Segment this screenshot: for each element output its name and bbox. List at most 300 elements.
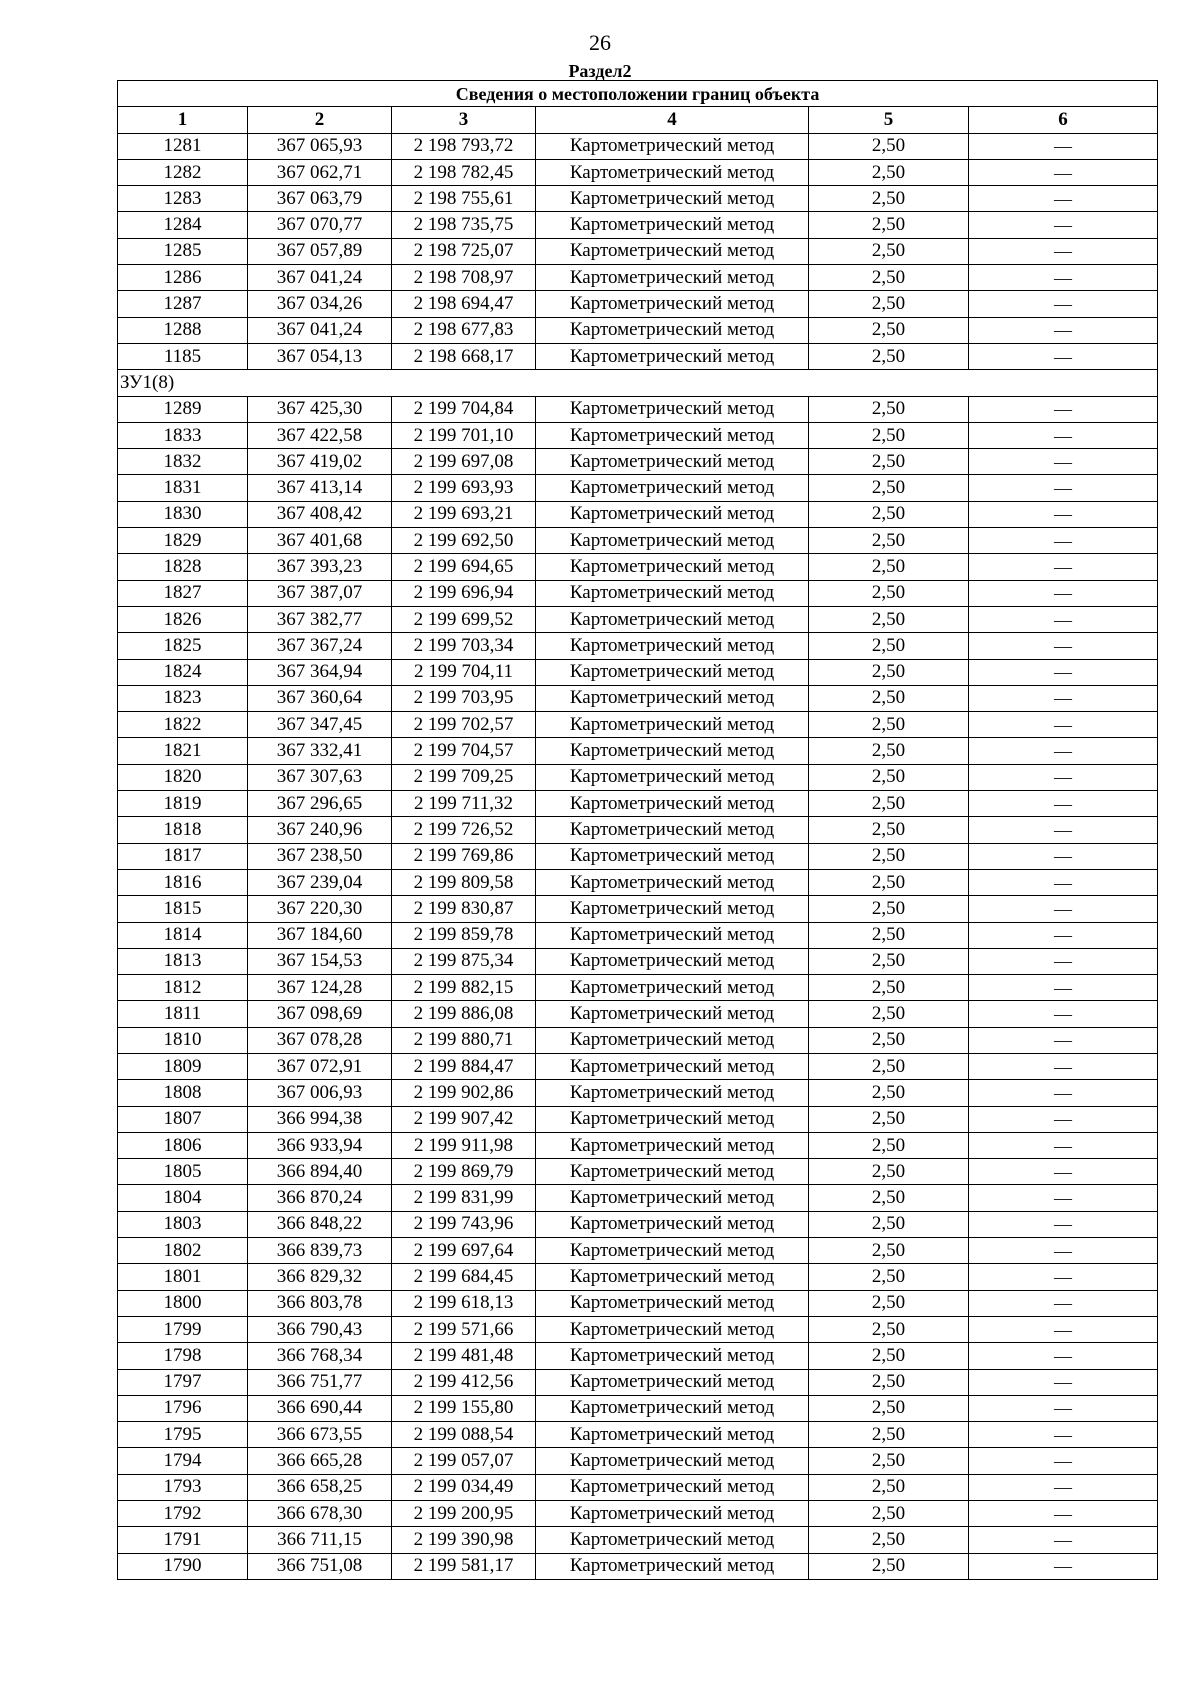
table-cell: —	[969, 1185, 1158, 1211]
table-cell: 1281	[118, 133, 248, 159]
table-cell: —	[969, 1001, 1158, 1027]
table-cell: —	[969, 1264, 1158, 1290]
table-cell: 2,50	[809, 396, 969, 422]
table-cell: 2,50	[809, 1553, 969, 1579]
table-cell: 2,50	[809, 580, 969, 606]
table-cell: —	[969, 896, 1158, 922]
table-cell: 2,50	[809, 1264, 969, 1290]
table-cell: 1816	[118, 869, 248, 895]
table-row	[118, 186, 1158, 212]
table-cell: —	[969, 1474, 1158, 1500]
table-cell: 1800	[118, 1290, 248, 1316]
table-row	[118, 922, 1158, 948]
table-cell: 1285	[118, 238, 248, 264]
table-cell: —	[969, 1053, 1158, 1079]
table-row	[118, 528, 1158, 554]
table-cell: 367 401,68	[248, 528, 392, 554]
table-cell: Картометрический метод	[536, 791, 809, 817]
table-cell: 1284	[118, 212, 248, 238]
table-cell: 367 419,02	[248, 449, 392, 475]
table-cell: 2 198 708,97	[392, 265, 536, 291]
table-cell: Картометрический метод	[536, 580, 809, 606]
table-row	[118, 580, 1158, 606]
table-cell: 2 199 693,93	[392, 475, 536, 501]
table-cell: 2 198 735,75	[392, 212, 536, 238]
table-cell: 2 199 907,42	[392, 1106, 536, 1132]
table-cell: —	[969, 791, 1158, 817]
column-header: 6	[969, 107, 1158, 133]
table-cell: Картометрический метод	[536, 265, 809, 291]
table-cell: —	[969, 606, 1158, 632]
table-cell: 2,50	[809, 159, 969, 185]
table-cell: 366 751,77	[248, 1369, 392, 1395]
table-row	[118, 1185, 1158, 1211]
table-cell: 2 198 793,72	[392, 133, 536, 159]
table-row	[118, 843, 1158, 869]
table-cell: 1831	[118, 475, 248, 501]
table-cell: Картометрический метод	[536, 1001, 809, 1027]
table-cell: 366 678,30	[248, 1501, 392, 1527]
table-cell: —	[969, 475, 1158, 501]
table-cell: 2 199 618,13	[392, 1290, 536, 1316]
table-cell: 2 199 709,25	[392, 764, 536, 790]
table-cell: 367 408,42	[248, 501, 392, 527]
table-cell: 1807	[118, 1106, 248, 1132]
table-cell: 2 199 869,79	[392, 1159, 536, 1185]
table-cell: 1830	[118, 501, 248, 527]
table-row	[118, 1053, 1158, 1079]
table-cell: 366 711,15	[248, 1527, 392, 1553]
table-cell: 2,50	[809, 1316, 969, 1342]
table-row	[118, 975, 1158, 1001]
table-cell: 366 803,78	[248, 1290, 392, 1316]
table-cell: —	[969, 396, 1158, 422]
table-cell: Картометрический метод	[536, 475, 809, 501]
table-cell: —	[969, 1159, 1158, 1185]
table-cell: 1826	[118, 606, 248, 632]
table-cell: 2 199 830,87	[392, 896, 536, 922]
table-row	[118, 948, 1158, 974]
table-cell: —	[969, 922, 1158, 948]
table-cell: Картометрический метод	[536, 212, 809, 238]
table-cell: Картометрический метод	[536, 1106, 809, 1132]
table-cell: 367 057,89	[248, 238, 392, 264]
table-cell: 1283	[118, 186, 248, 212]
table-row	[118, 712, 1158, 738]
table-cell: Картометрический метод	[536, 186, 809, 212]
table-cell: 1833	[118, 422, 248, 448]
table-cell: 1829	[118, 528, 248, 554]
table-cell: Картометрический метод	[536, 1290, 809, 1316]
table-cell: 1828	[118, 554, 248, 580]
table-cell: 2 199 696,94	[392, 580, 536, 606]
table-cell: 2,50	[809, 1027, 969, 1053]
table-cell: 2,50	[809, 1053, 969, 1079]
table-cell: 1282	[118, 159, 248, 185]
table-cell: —	[969, 1343, 1158, 1369]
table-cell: —	[969, 685, 1158, 711]
table-cell: 367 072,91	[248, 1053, 392, 1079]
table-cell: —	[969, 948, 1158, 974]
table-cell: 367 065,93	[248, 133, 392, 159]
table-cell: 2,50	[809, 922, 969, 948]
table-cell: 2,50	[809, 133, 969, 159]
table-cell: Картометрический метод	[536, 1474, 809, 1500]
table-cell: 2 199 697,64	[392, 1238, 536, 1264]
table-cell: 2 199 692,50	[392, 528, 536, 554]
table-row	[118, 869, 1158, 895]
table-cell: Картометрический метод	[536, 1448, 809, 1474]
table-cell: 2 199 697,08	[392, 449, 536, 475]
table-cell: 1822	[118, 712, 248, 738]
table-cell: 2 199 034,49	[392, 1474, 536, 1500]
table-row	[118, 1553, 1158, 1579]
group-row-section	[118, 370, 1158, 396]
table-cell: 1802	[118, 1238, 248, 1264]
table-row	[118, 1106, 1158, 1132]
table-cell: 1289	[118, 396, 248, 422]
table-row	[118, 133, 1158, 159]
table-cell: 367 425,30	[248, 396, 392, 422]
table-row	[118, 317, 1158, 343]
table-cell: Картометрический метод	[536, 1369, 809, 1395]
table-cell: 1817	[118, 843, 248, 869]
table-cell: —	[969, 580, 1158, 606]
table-cell: Картометрический метод	[536, 1527, 809, 1553]
table-cell: 2,50	[809, 843, 969, 869]
table-cell: 366 751,08	[248, 1553, 392, 1579]
table-cell: 1813	[118, 948, 248, 974]
table-cell: —	[969, 975, 1158, 1001]
table-cell: 2 199 880,71	[392, 1027, 536, 1053]
table-cell: 367 382,77	[248, 606, 392, 632]
table-cell: 2,50	[809, 712, 969, 738]
column-header: 5	[809, 107, 969, 133]
table-cell: —	[969, 212, 1158, 238]
table-cell: 2,50	[809, 265, 969, 291]
table-cell: 366 894,40	[248, 1159, 392, 1185]
table-cell: —	[969, 1395, 1158, 1421]
table-cell: Картометрический метод	[536, 948, 809, 974]
table-cell: Картометрический метод	[536, 1395, 809, 1421]
table-cell: Картометрический метод	[536, 764, 809, 790]
table-cell: 1794	[118, 1448, 248, 1474]
table-cell: —	[969, 1132, 1158, 1158]
table-cell: —	[969, 1369, 1158, 1395]
table-row	[118, 764, 1158, 790]
table-cell: 2,50	[809, 659, 969, 685]
table-cell: Картометрический метод	[536, 528, 809, 554]
table-cell: 366 870,24	[248, 1185, 392, 1211]
table-cell: 367 054,13	[248, 343, 392, 369]
table-cell: —	[969, 238, 1158, 264]
table-cell: 2,50	[809, 975, 969, 1001]
table-cell: 2,50	[809, 1211, 969, 1237]
table-cell: 1795	[118, 1422, 248, 1448]
table-cell: 2 199 711,32	[392, 791, 536, 817]
table-cell: Картометрический метод	[536, 1132, 809, 1158]
table-cell: 367 393,23	[248, 554, 392, 580]
table-cell: —	[969, 1290, 1158, 1316]
table-cell: 2 198 755,61	[392, 186, 536, 212]
table-cell: 2,50	[809, 1448, 969, 1474]
table-cell: 366 665,28	[248, 1448, 392, 1474]
table-row	[118, 685, 1158, 711]
table-cell: 366 829,32	[248, 1264, 392, 1290]
table-cell: —	[969, 764, 1158, 790]
table-cell: 2 199 693,21	[392, 501, 536, 527]
table-cell: 2,50	[809, 633, 969, 659]
table-cell: 366 933,94	[248, 1132, 392, 1158]
column-header-row	[118, 107, 1158, 133]
table-cell: Картометрический метод	[536, 843, 809, 869]
table-cell: 1185	[118, 343, 248, 369]
table-cell: 2 198 694,47	[392, 291, 536, 317]
table-cell: 2,50	[809, 528, 969, 554]
table-body-top	[118, 133, 1158, 370]
table-cell: 367 062,71	[248, 159, 392, 185]
table-cell: 2 199 200,95	[392, 1501, 536, 1527]
table-row	[118, 1501, 1158, 1527]
table-row	[118, 475, 1158, 501]
table-cell: 367 347,45	[248, 712, 392, 738]
table-cell: Картометрический метод	[536, 975, 809, 1001]
table-cell: —	[969, 633, 1158, 659]
table-cell: 2,50	[809, 948, 969, 974]
column-header: 4	[536, 107, 809, 133]
table-row	[118, 1448, 1158, 1474]
table-cell: 1806	[118, 1132, 248, 1158]
table-cell: 2 199 911,98	[392, 1132, 536, 1158]
table-cell: 366 994,38	[248, 1106, 392, 1132]
table-cell: 2,50	[809, 291, 969, 317]
table-cell: Картометрический метод	[536, 159, 809, 185]
table-cell: Картометрический метод	[536, 1316, 809, 1342]
table-cell: 1810	[118, 1027, 248, 1053]
table-cell: 2,50	[809, 764, 969, 790]
table-cell: 2 199 886,08	[392, 1001, 536, 1027]
table-cell: 367 422,58	[248, 422, 392, 448]
table-cell: 1796	[118, 1395, 248, 1421]
table-row	[118, 422, 1158, 448]
table-cell: 2 199 684,45	[392, 1264, 536, 1290]
table-cell: 1815	[118, 896, 248, 922]
table-cell: 366 673,55	[248, 1422, 392, 1448]
table-cell: Картометрический метод	[536, 501, 809, 527]
table-cell: Картометрический метод	[536, 869, 809, 895]
table-cell: 2 199 057,07	[392, 1448, 536, 1474]
table-row	[118, 1527, 1158, 1553]
table-cell: 1804	[118, 1185, 248, 1211]
table-cell: 2 199 088,54	[392, 1422, 536, 1448]
table-cell: —	[969, 1527, 1158, 1553]
table-cell: 366 848,22	[248, 1211, 392, 1237]
table-cell: 1827	[118, 580, 248, 606]
table-cell: 367 367,24	[248, 633, 392, 659]
table-cell: 367 063,79	[248, 186, 392, 212]
table-cell: 367 240,96	[248, 817, 392, 843]
table-cell: 2 199 884,47	[392, 1053, 536, 1079]
table-cell: —	[969, 265, 1158, 291]
table-cell: 1793	[118, 1474, 248, 1500]
table-cell: 2 199 875,34	[392, 948, 536, 974]
section-title: Раздел2	[568, 61, 632, 81]
table-row	[118, 738, 1158, 764]
table-cell: 2 199 571,66	[392, 1316, 536, 1342]
table-row	[118, 1343, 1158, 1369]
table-cell: 367 413,14	[248, 475, 392, 501]
table-cell: 2,50	[809, 606, 969, 632]
table-row	[118, 265, 1158, 291]
table-cell: 1808	[118, 1080, 248, 1106]
table-cell: 2 199 701,10	[392, 422, 536, 448]
table-cell: 1809	[118, 1053, 248, 1079]
table-cell: 2 199 694,65	[392, 554, 536, 580]
table-cell: —	[969, 1422, 1158, 1448]
table-cell: 367 041,24	[248, 265, 392, 291]
table-cell: Картометрический метод	[536, 1080, 809, 1106]
table-cell: 2 199 703,95	[392, 685, 536, 711]
table-cell: —	[969, 501, 1158, 527]
table-cell: Картометрический метод	[536, 1185, 809, 1211]
table-cell: Картометрический метод	[536, 817, 809, 843]
table-cell: 367 070,77	[248, 212, 392, 238]
table-cell: —	[969, 1027, 1158, 1053]
table-cell: —	[969, 712, 1158, 738]
table-cell: Картометрический метод	[536, 659, 809, 685]
table-cell: 2,50	[809, 1106, 969, 1132]
table-row	[118, 1132, 1158, 1158]
table-cell: 2,50	[809, 449, 969, 475]
table-cell: —	[969, 659, 1158, 685]
table-cell: Картометрический метод	[536, 343, 809, 369]
table-cell: Картометрический метод	[536, 896, 809, 922]
table-cell: Картометрический метод	[536, 291, 809, 317]
table-cell: 1287	[118, 291, 248, 317]
table-cell: Картометрический метод	[536, 449, 809, 475]
table-cell: Картометрический метод	[536, 1343, 809, 1369]
table-row	[118, 817, 1158, 843]
table-cell: 2,50	[809, 1343, 969, 1369]
table-cell: Картометрический метод	[536, 554, 809, 580]
table-cell: 367 006,93	[248, 1080, 392, 1106]
table-row	[118, 1001, 1158, 1027]
table-cell: 367 332,41	[248, 738, 392, 764]
table-cell: Картометрический метод	[536, 317, 809, 343]
table-row	[118, 1080, 1158, 1106]
table-cell: 2 199 882,15	[392, 975, 536, 1001]
table-cell: 2,50	[809, 1238, 969, 1264]
table-cell: 1832	[118, 449, 248, 475]
table-cell: 366 658,25	[248, 1474, 392, 1500]
table-cell: 1818	[118, 817, 248, 843]
table-cell: Картометрический метод	[536, 1422, 809, 1448]
table-row	[118, 1474, 1158, 1500]
table-cell: —	[969, 817, 1158, 843]
column-header: 3	[392, 107, 536, 133]
table-cell: —	[969, 528, 1158, 554]
table-cell: —	[969, 291, 1158, 317]
table-cell: 2 199 412,56	[392, 1369, 536, 1395]
table-cell: 2 198 782,45	[392, 159, 536, 185]
table-row	[118, 501, 1158, 527]
table-cell: 2,50	[809, 186, 969, 212]
table-cell: 2 198 677,83	[392, 317, 536, 343]
table-cell: —	[969, 422, 1158, 448]
table-cell: 367 387,07	[248, 580, 392, 606]
table-cell: 1799	[118, 1316, 248, 1342]
table-cell: 2 199 704,84	[392, 396, 536, 422]
table-cell: —	[969, 186, 1158, 212]
table-cell: 2,50	[809, 817, 969, 843]
table-cell: Картометрический метод	[536, 922, 809, 948]
table-cell: 2,50	[809, 738, 969, 764]
table-cell: Картометрический метод	[536, 633, 809, 659]
table-cell: 2,50	[809, 501, 969, 527]
page-number: 26	[589, 30, 611, 55]
table-cell: 1288	[118, 317, 248, 343]
table-row	[118, 1159, 1158, 1185]
table-cell: 2 199 809,58	[392, 869, 536, 895]
table-cell: 367 184,60	[248, 922, 392, 948]
table-cell: 2 199 902,86	[392, 1080, 536, 1106]
table-cell: 367 239,04	[248, 869, 392, 895]
table-cell: 2 199 703,34	[392, 633, 536, 659]
table-cell: —	[969, 449, 1158, 475]
table-cell: 1819	[118, 791, 248, 817]
table-cell: 366 690,44	[248, 1395, 392, 1421]
table-row	[118, 1290, 1158, 1316]
table-cell: 2 199 481,48	[392, 1343, 536, 1369]
table-cell: 367 307,63	[248, 764, 392, 790]
table-cell: 367 034,26	[248, 291, 392, 317]
table-cell: 2 198 725,07	[392, 238, 536, 264]
table-row	[118, 343, 1158, 369]
table-body-bottom	[118, 396, 1158, 1579]
table-cell: 2,50	[809, 869, 969, 895]
table-cell: 2 199 390,98	[392, 1527, 536, 1553]
table-cell: 2,50	[809, 422, 969, 448]
table-cell: 2,50	[809, 1395, 969, 1421]
table-cell: 367 296,65	[248, 791, 392, 817]
table-cell: 367 098,69	[248, 1001, 392, 1027]
table-cell: 1798	[118, 1343, 248, 1369]
table-cell: 1286	[118, 265, 248, 291]
table-row	[118, 896, 1158, 922]
table-cell: 1814	[118, 922, 248, 948]
table-cell: 2,50	[809, 554, 969, 580]
table-cell: Картометрический метод	[536, 1238, 809, 1264]
table-cell: 367 078,28	[248, 1027, 392, 1053]
table-cell: 1803	[118, 1211, 248, 1237]
table-cell: 2 199 704,11	[392, 659, 536, 685]
table-cell: 2 199 726,52	[392, 817, 536, 843]
table-cell: 367 364,94	[248, 659, 392, 685]
table-cell: —	[969, 1553, 1158, 1579]
group-label: ЗУ1(8)	[118, 370, 1158, 396]
table-cell: 1812	[118, 975, 248, 1001]
table-cell: 2,50	[809, 1159, 969, 1185]
table-row	[118, 633, 1158, 659]
table-cell: 2 199 155,80	[392, 1395, 536, 1421]
table-cell: 2,50	[809, 1422, 969, 1448]
table-cell: 2,50	[809, 896, 969, 922]
table-cell: Картометрический метод	[536, 1264, 809, 1290]
table-cell: —	[969, 1080, 1158, 1106]
table-row	[118, 449, 1158, 475]
table-cell: —	[969, 1501, 1158, 1527]
table-row	[118, 606, 1158, 632]
